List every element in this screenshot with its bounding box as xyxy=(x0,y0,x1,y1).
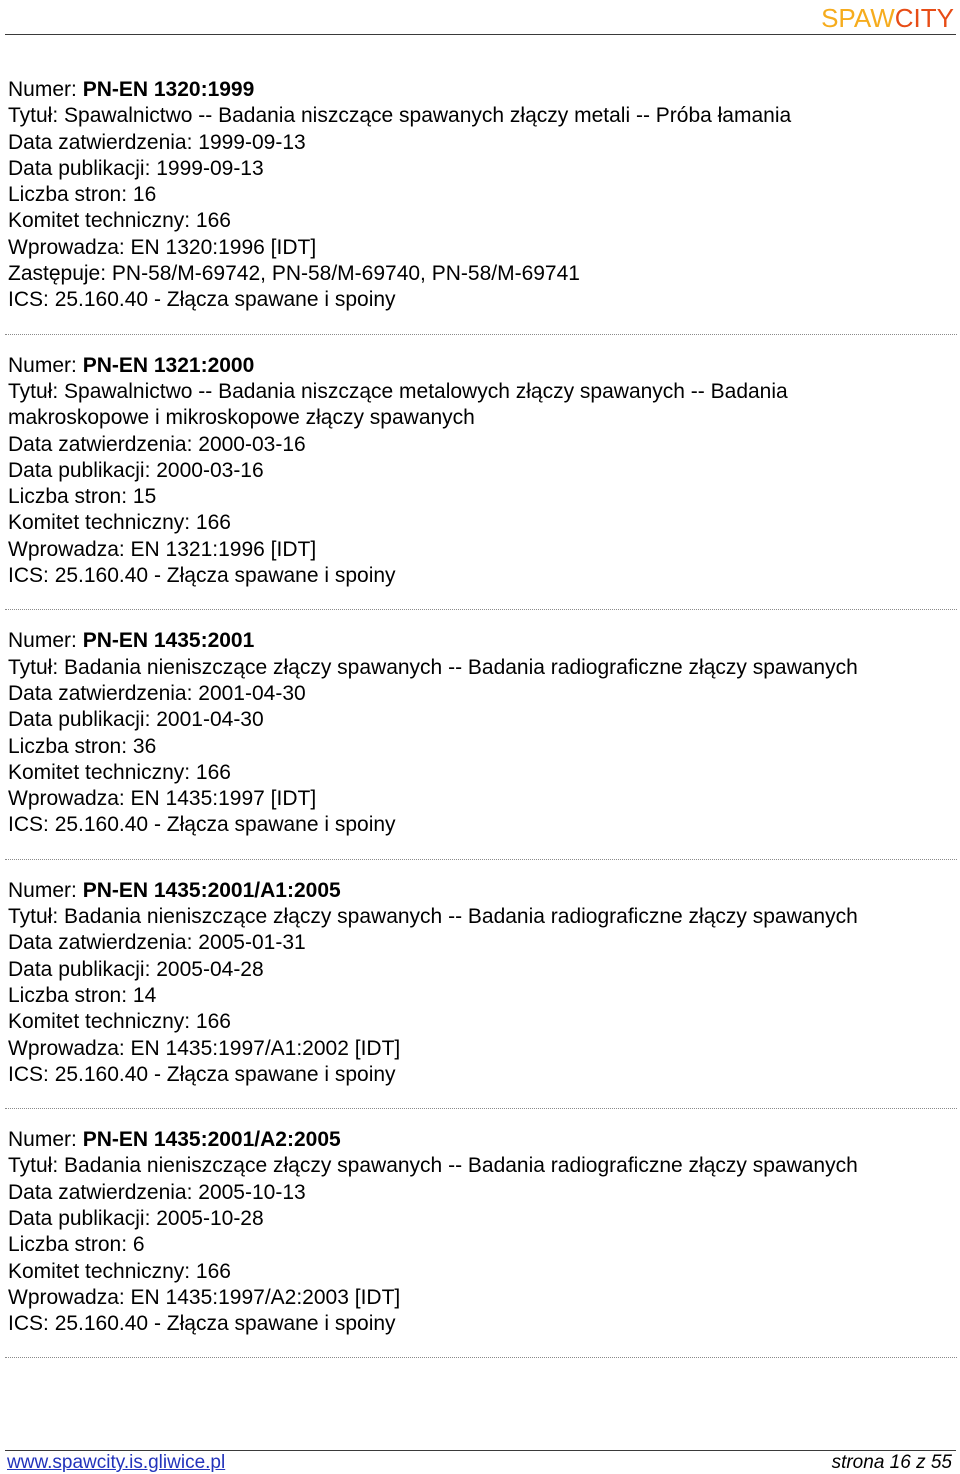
entry-publication-date-line xyxy=(8,458,956,484)
title-label: Tytuł: xyxy=(8,1154,65,1178)
ics-label: ICS: xyxy=(8,1062,55,1086)
replaces-label: Zastępuje: xyxy=(8,262,112,286)
entry-approval-date-line xyxy=(8,130,956,156)
approval-date: 1999-09-13 xyxy=(198,130,306,154)
standard-entry xyxy=(8,353,956,590)
entry-approval-date-line xyxy=(8,1180,956,1206)
committee: 166 xyxy=(195,760,231,784)
approval-date: 2000-03-16 xyxy=(198,432,306,456)
entry-number-line xyxy=(8,353,956,379)
entry-committee-line xyxy=(8,208,956,234)
entry-introduces-line xyxy=(8,786,956,812)
entry-title-line xyxy=(8,1153,956,1179)
entry-approval-date-line xyxy=(8,681,956,707)
committee-label: Komitet techniczny: xyxy=(8,1010,196,1034)
page-header xyxy=(0,0,960,38)
ics-code: 25.160.40 - Złącza spawane i spoiny xyxy=(54,1312,396,1336)
entry-publication-date-line xyxy=(8,1206,956,1232)
publication-date-label: Data publikacji: xyxy=(8,957,157,981)
page-count: 14 xyxy=(132,983,157,1007)
introduces: EN 1435:1997 [IDT] xyxy=(130,787,317,811)
committee: 166 xyxy=(195,511,231,535)
entry-title-line xyxy=(8,103,956,129)
entry-introduces-line xyxy=(8,1036,956,1062)
standard-entry xyxy=(8,628,956,838)
standard-title: Badania nieniszczące złączy spawanych -- Badania radiograficzne złączy spawanych xyxy=(64,655,858,679)
publication-date: 2005-04-28 xyxy=(156,957,264,981)
entry-number-line xyxy=(8,628,956,654)
standard-number: PN-EN 1321:2000 xyxy=(82,353,255,377)
page-number: strona 16 z 55 xyxy=(831,1452,952,1473)
publication-date: 2000-03-16 xyxy=(156,458,264,482)
page-count-label: Liczba stron: xyxy=(8,1233,133,1257)
page-count-label: Liczba stron: xyxy=(8,485,133,509)
approval-date-label: Data zatwierdzenia: xyxy=(8,130,199,154)
replaces: PN-58/M-69742, PN-58/M-69740, PN-58/M-69741 xyxy=(111,262,580,286)
publication-date: 2005-10-28 xyxy=(156,1206,264,1230)
introduces: EN 1435:1997/A1:2002 [IDT] xyxy=(130,1036,401,1060)
entry-number-line xyxy=(8,77,956,103)
standard-entry xyxy=(8,1127,956,1337)
committee: 166 xyxy=(195,209,231,233)
page-count-label: Liczba stron: xyxy=(8,734,133,758)
entry-ics-line xyxy=(8,1311,956,1337)
entry-ics-line xyxy=(8,287,956,313)
ics-code: 25.160.40 - Złącza spawane i spoiny xyxy=(54,813,396,837)
ics-label: ICS: xyxy=(8,288,55,312)
standard-title: Badania nieniszczące złączy spawanych -- Badania radiograficzne złączy spawanych xyxy=(64,1154,858,1178)
ics-label: ICS: xyxy=(8,564,55,588)
introduces-label: Wprowadza: xyxy=(8,537,131,561)
entry-publication-date-line xyxy=(8,156,956,182)
introduces: EN 1321:1996 [IDT] xyxy=(130,537,317,561)
entry-ics-line xyxy=(8,1062,956,1088)
entry-ics-line xyxy=(8,563,956,589)
entry-replaces-line xyxy=(8,261,956,287)
publication-date: 2001-04-30 xyxy=(156,708,264,732)
standard-number: PN-EN 1320:1999 xyxy=(82,78,255,101)
approval-date-label: Data zatwierdzenia: xyxy=(8,931,199,955)
page-count: 15 xyxy=(132,485,157,509)
brand-logo xyxy=(821,3,954,33)
ics-label: ICS: xyxy=(8,1312,55,1336)
page-count: 16 xyxy=(132,183,157,207)
entry-title-line xyxy=(8,904,956,930)
entry-page-count-line xyxy=(8,182,956,208)
ics-code: 25.160.40 - Złącza spawane i spoiny xyxy=(54,1062,396,1086)
entry-page-count-line xyxy=(8,1232,956,1258)
website-link[interactable]: www.spawcity.is.gliwice.pl xyxy=(7,1452,226,1473)
page-count-label: Liczba stron: xyxy=(8,983,133,1007)
introduces: EN 1320:1996 [IDT] xyxy=(130,235,317,259)
entry-ics-line xyxy=(8,812,956,838)
entry-publication-date-line xyxy=(8,957,956,983)
standards-list xyxy=(8,77,956,1358)
entry-committee-line xyxy=(8,1259,956,1285)
standard-number: PN-EN 1435:2001/A1:2005 xyxy=(82,878,341,902)
number-label: Numer: xyxy=(8,878,83,902)
committee: 166 xyxy=(195,1259,231,1283)
entry-title-line xyxy=(8,379,908,432)
number-label: Numer: xyxy=(8,78,83,101)
approval-date-label: Data zatwierdzenia: xyxy=(8,681,199,705)
header-divider xyxy=(5,34,956,35)
approval-date-label: Data zatwierdzenia: xyxy=(8,432,199,456)
standard-entry xyxy=(8,878,956,1088)
publication-date-label: Data publikacji: xyxy=(8,156,157,180)
introduces-label: Wprowadza: xyxy=(8,235,131,259)
standard-number: PN-EN 1435:2001/A2:2005 xyxy=(82,1128,341,1152)
entry-number-line xyxy=(8,878,956,904)
ics-code: 25.160.40 - Złącza spawane i spoiny xyxy=(54,564,396,588)
introduces-label: Wprowadza: xyxy=(8,1036,131,1060)
publication-date-label: Data publikacji: xyxy=(8,458,157,482)
title-label: Tytuł: xyxy=(8,905,65,929)
ics-label: ICS: xyxy=(8,813,55,837)
approval-date-label: Data zatwierdzenia: xyxy=(8,1180,199,1204)
committee-label: Komitet techniczny: xyxy=(8,511,196,535)
publication-date: 1999-09-13 xyxy=(156,156,264,180)
entry-page-count-line xyxy=(8,983,956,1009)
brand-text-spaw: SPAW xyxy=(821,3,895,33)
standard-title: Spawalnictwo -- Badania niszczące spawanych złączy metali -- Próba łamania xyxy=(64,104,792,128)
page-footer xyxy=(5,1453,952,1473)
title-label: Tytuł: xyxy=(8,104,65,128)
footer-divider xyxy=(5,1450,956,1451)
brand-text-city: CITY xyxy=(894,3,954,33)
entry-publication-date-line xyxy=(8,707,956,733)
page-count-label: Liczba stron: xyxy=(8,183,133,207)
number-label: Numer: xyxy=(8,629,83,653)
entry-number-line xyxy=(8,1127,956,1153)
entry-divider xyxy=(5,1357,957,1358)
entry-page-count-line xyxy=(8,484,956,510)
approval-date: 2001-04-30 xyxy=(198,681,306,705)
approval-date: 2005-10-13 xyxy=(198,1180,306,1204)
standard-title: Spawalnictwo -- Badania niszczące metalowych złączy spawanych -- Badania makroskopowe i mikroskopowe złączy spawanych xyxy=(8,379,788,430)
title-label: Tytuł: xyxy=(8,655,65,679)
number-label: Numer: xyxy=(8,1128,83,1152)
publication-date-label: Data publikacji: xyxy=(8,708,157,732)
entry-introduces-line xyxy=(8,537,956,563)
committee-label: Komitet techniczny: xyxy=(8,1259,196,1283)
entry-approval-date-line xyxy=(8,432,956,458)
entry-introduces-line xyxy=(8,235,956,261)
entry-title-line xyxy=(8,655,956,681)
standard-title: Badania nieniszczące złączy spawanych -- Badania radiograficzne złączy spawanych xyxy=(64,905,858,929)
title-label: Tytuł: xyxy=(8,379,65,403)
committee-label: Komitet techniczny: xyxy=(8,760,196,784)
number-label: Numer: xyxy=(8,353,83,377)
standard-number: PN-EN 1435:2001 xyxy=(82,629,255,653)
entry-approval-date-line xyxy=(8,930,956,956)
page-count: 36 xyxy=(132,734,157,758)
entry-introduces-line xyxy=(8,1285,956,1311)
standard-entry xyxy=(8,77,956,314)
committee: 166 xyxy=(195,1010,231,1034)
introduces: EN 1435:1997/A2:2003 [IDT] xyxy=(130,1285,401,1309)
approval-date: 2005-01-31 xyxy=(198,931,306,955)
entry-committee-line xyxy=(8,760,956,786)
introduces-label: Wprowadza: xyxy=(8,787,131,811)
entry-page-count-line xyxy=(8,734,956,760)
entry-committee-line xyxy=(8,510,956,536)
ics-code: 25.160.40 - Złącza spawane i spoiny xyxy=(54,288,396,312)
committee-label: Komitet techniczny: xyxy=(8,209,196,233)
introduces-label: Wprowadza: xyxy=(8,1285,131,1309)
page-count: 6 xyxy=(132,1233,145,1257)
publication-date-label: Data publikacji: xyxy=(8,1206,157,1230)
entry-committee-line xyxy=(8,1009,956,1035)
